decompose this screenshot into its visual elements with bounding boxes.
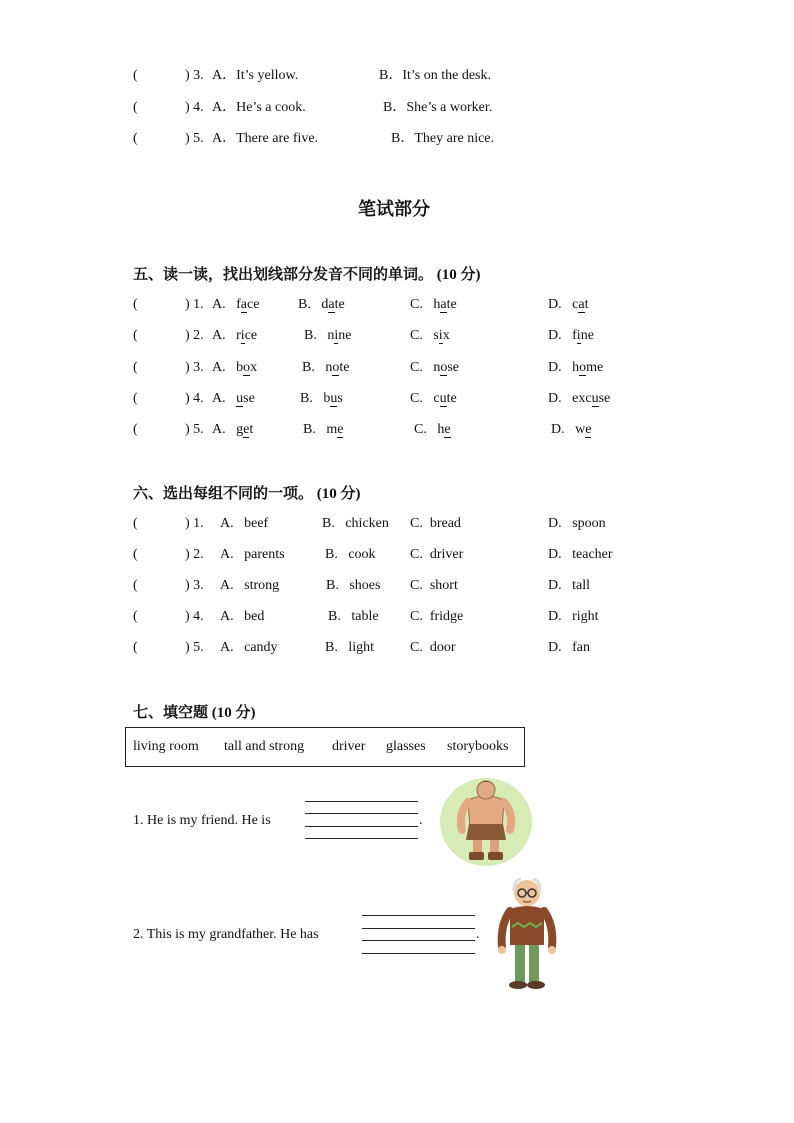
option: C. he [414,422,451,437]
paren-open: ( [133,131,138,146]
option: B. bus [300,391,343,406]
word-bank-item: glasses [386,739,426,754]
underlined-letter: a [240,297,248,312]
paren-open: ( [133,297,138,312]
option-b: B. shoes [326,578,381,593]
word-bank-box [125,727,525,767]
underlined-letter: i [240,328,245,343]
section5-item [133,389,653,409]
paren-close-number: ) 4. [185,609,204,624]
section6-item [133,514,653,534]
option: B. date [298,297,345,312]
option-b: B. cook [325,547,376,562]
section5-heading: 五、读一读，找出划线部分发音不同的单词。 (10 分) [133,267,481,283]
underlined-letter: u [439,391,447,406]
option: D. fine [548,328,594,343]
paren-open: ( [133,391,138,406]
option-d: D. teacher [548,547,613,562]
option: C. cute [410,391,457,406]
strong-man-illustration [438,772,533,867]
option-d: D. spoon [548,516,606,531]
underlined-letter: o [332,360,340,375]
option: D. we [551,422,592,437]
underlined-letter: a [328,297,335,312]
option: C. hate [410,297,457,312]
written-part-title: 笔试部分 [358,199,430,220]
section5-item [133,295,653,315]
paren-open: ( [133,328,138,343]
paren-open: ( [133,578,138,593]
underlined-letter: o [579,360,587,375]
underlined-letter: a [440,297,447,312]
section7-heading: 七、填空题 (10 分) [133,705,256,721]
underlined-letter: e [243,422,250,437]
option-a: A. candy [220,640,278,655]
section6-item [133,638,653,658]
answer-line[interactable] [362,928,475,929]
underlined-letter: e [444,422,451,437]
section6-heading: 六、选出每组不同的一项。 (10 分) [133,486,361,502]
paren-close-number: ) 5. [185,422,204,437]
paren-open: ( [133,422,138,437]
paren-close-number: ) 5. [185,640,204,655]
underlined-letter: i [438,328,443,343]
paren-close-number: ) 2. [185,328,204,343]
paren-open: ( [133,516,138,531]
word-bank-item: living room [133,739,199,754]
grandfather-illustration [488,875,568,993]
option-c: C. bread [410,516,461,531]
paren-open: ( [133,609,138,624]
option-b: B．She’s a worker. [383,100,493,115]
option-a: A．It’s yellow. [212,68,299,83]
paren-close-number: ) 2. [185,547,204,562]
listening-row-5 [133,129,533,149]
paren-open: ( [133,547,138,562]
paren-close-number: ) 4. [185,100,204,115]
option: A. face [212,297,260,312]
answer-line[interactable] [305,801,418,802]
underlined-letter: u [591,391,599,406]
paren-close-number: ) 1. [185,516,204,531]
answer-line[interactable] [305,813,418,814]
fill-question-1: 1. He is my friend. He is [133,813,271,828]
option: D. cat [548,297,589,312]
section6-item [133,545,653,565]
word-bank-item: driver [332,739,366,754]
option-d: D. fan [548,640,591,655]
paren-open: ( [133,360,138,375]
option: C. nose [410,360,460,375]
option: D. home [548,360,604,375]
paren-open: ( [133,640,138,655]
option-a: A. strong [220,578,280,593]
paren-close-number: ) 3. [185,68,204,83]
period: . [476,927,480,942]
option: A. rice [212,328,258,343]
option-d: D. tall [548,578,591,593]
option-c: C. short [410,578,458,593]
section5-item [133,420,653,440]
option: B. me [303,422,344,437]
option-b: B. table [328,609,379,624]
fill-question-2: 2. This is my grandfather. He has [133,927,319,942]
option-c: C. fridge [410,609,464,624]
option-d: D. right [548,609,599,624]
section6-item [133,607,653,627]
answer-line[interactable] [362,915,475,916]
option: A. use [212,391,255,406]
option-a: A．There are five. [212,131,319,146]
option-a: A．He’s a cook. [212,100,306,115]
option-a: A. bed [220,609,265,624]
answer-line[interactable] [362,953,475,954]
word-bank-item: storybooks [447,739,509,754]
option-c: C. driver [410,547,464,562]
underlined-letter: u [330,391,338,406]
paren-close-number: ) 4. [185,391,204,406]
underlined-letter: a [578,297,585,312]
section5-item [133,358,653,378]
paren-close-number: ) 5. [185,131,204,146]
option-b: B．It’s on the desk. [379,68,491,83]
option-a: A. parents [220,547,285,562]
underlined-letter: e [585,422,592,437]
underlined-letter: i [334,328,339,343]
option: A. get [212,422,254,437]
underlined-letter: o [243,360,251,375]
word-bank-item: tall and strong [224,739,305,754]
paren-open: ( [133,100,138,115]
option: B. nine [304,328,352,343]
option: A. box [212,360,258,375]
answer-line[interactable] [305,826,418,827]
underlined-letter: e [337,422,344,437]
option-c: C. door [410,640,456,655]
answer-line[interactable] [362,940,475,941]
option-b: B．They are nice. [391,131,495,146]
period: . [419,813,423,828]
section5-item [133,326,653,346]
underlined-letter: i [576,328,581,343]
listening-row-4 [133,98,533,118]
option-b: B. light [325,640,375,655]
paren-close-number: ) 3. [185,578,204,593]
underlined-letter: o [440,360,448,375]
paren-close-number: ) 1. [185,297,204,312]
answer-line[interactable] [305,838,418,839]
paren-open: ( [133,68,138,83]
option-b: B. chicken [322,516,389,531]
underlined-letter: u [236,391,244,406]
option-a: A. beef [220,516,269,531]
paren-close-number: ) 3. [185,360,204,375]
section6-item [133,576,653,596]
option: D. excuse [548,391,611,406]
option: B. note [302,360,350,375]
option: C. six [410,328,450,343]
listening-row-3 [133,66,533,86]
